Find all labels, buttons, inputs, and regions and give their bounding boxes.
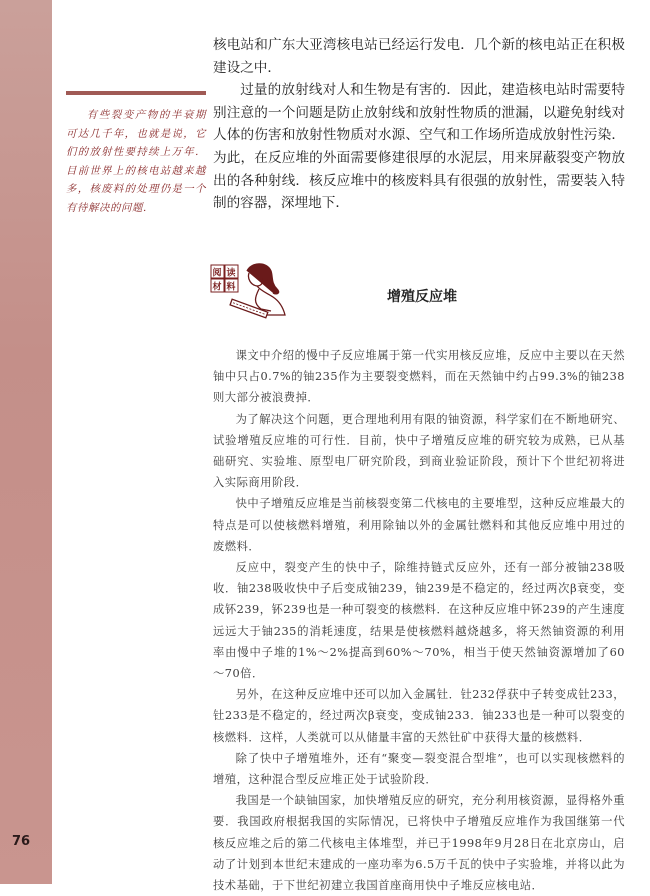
reading-paragraph: 为了解决这个问题，更合理地利用有限的铀资源，科学家们在不断地研究、试验增殖反应堆的可行性．目前，快中子增殖反应堆的研究较为成熟，已从基础研究、实验堆、原型电厂研究阶段，到商业验证阶段，预计下个世纪初将进入实际商用阶段． xyxy=(213,412,625,490)
badge-char: 阅 xyxy=(212,268,222,279)
reading-paragraph: 我国是一个缺铀国家，加快增殖反应的研究，充分利用核资源，显得格外重要．我国政府根据我国的实际情况，已将快中子增殖反应堆作为我国继第一代核反应堆之后的第二代核电主体堆型，并已于1998年9月28日在北京房山，启动了计划到本世纪末建成的一座功率为6.5万千瓦的快中子实验堆，并将以此为技术基础，于下世纪初建立我国首座商用快中子堆反应核电站． xyxy=(213,794,625,893)
reading-paragraph: 快中子增殖反应堆是当前核裂变第二代核电的主要堆型，这种反应堆最大的特点是可以使核燃料增殖，利用除铀以外的金属钍燃料和其他反应堆中用过的废燃料． xyxy=(213,497,625,553)
reading-section-body xyxy=(213,345,625,896)
main-text xyxy=(213,34,625,215)
reading-paragraph: 反应中，裂变产生的快中子，除维持链式反应外，还有一部分被铀238吸收．铀238吸收快中子后变成铀239，铀239是不稳定的，经过两次β衰变，变成钚239，钚239也是一种可裂变的核燃料．在这种反应堆中钚239的产生速度远远大于铀235的消耗速度，结果是使核燃料越烧越多，将天然铀资源的利用率由慢中子堆的1%～2%提高到60%～70%，相当于使天然铀资源增加了60～70倍． xyxy=(213,561,625,681)
reading-paragraph: 除了快中子增殖堆外，还有“聚变—裂变混合型堆”，也可以实现核燃料的增殖，这种混合型反应堆正处于试验阶段． xyxy=(213,751,625,787)
page-edge-strip xyxy=(0,0,52,884)
badge-char: 材 xyxy=(212,282,222,293)
margin-note-divider xyxy=(66,91,206,95)
main-paragraph: 过量的放射线对人和生物是有害的．因此，建造核电站时需要特别注意的一个问题是防止放射线和放射性物质的泄漏，以避免射线对人体的伤害和放射性物质对水源、空气和工作场所造成放射性污染．为此，在反应堆的外面需要修建很厚的水泥层，用来屏蔽裂变产物放出的各种射线．核反应堆中的核废料具有很强的放射性，需要装入特制的容器，深埋地下． xyxy=(213,82,625,212)
reading-paragraph: 另外，在这种反应堆中还可以加入金属钍．钍232俘获中子转变成钍233，钍233是不稳定的，经过两次β衰变，变成铀233．铀233也是一种可以裂变的核燃料．这样，人类就可以从储量丰富的天然钍矿中获得大量的核燃料． xyxy=(213,688,625,744)
reading-paragraph: 课文中介绍的慢中子反应堆属于第一代实用核反应堆，反应中主要以在天然铀中只占0.7%的铀235作为主要裂变燃料，而在天然铀中约占99.3%的铀238则大部分被浪费掉． xyxy=(213,349,625,405)
section-title: 增殖反应堆 xyxy=(387,289,457,305)
reading-girl-icon xyxy=(207,259,297,321)
page-number: 76 xyxy=(12,834,31,849)
badge-char: 读 xyxy=(226,268,236,279)
main-paragraph: 核电站和广东大亚湾核电站已经运行发电．几个新的核电站正在积极建设之中． xyxy=(213,37,625,76)
reading-material-badge xyxy=(207,259,297,321)
margin-note xyxy=(66,106,206,217)
badge-char: 料 xyxy=(226,282,236,293)
margin-note-text: 有些裂变产物的半衰期可达几千年，也就是说，它们的放射性要持续上万年．目前世界上的核电站越来越多，核废料的处理仍是一个有待解决的问题． xyxy=(66,109,206,214)
